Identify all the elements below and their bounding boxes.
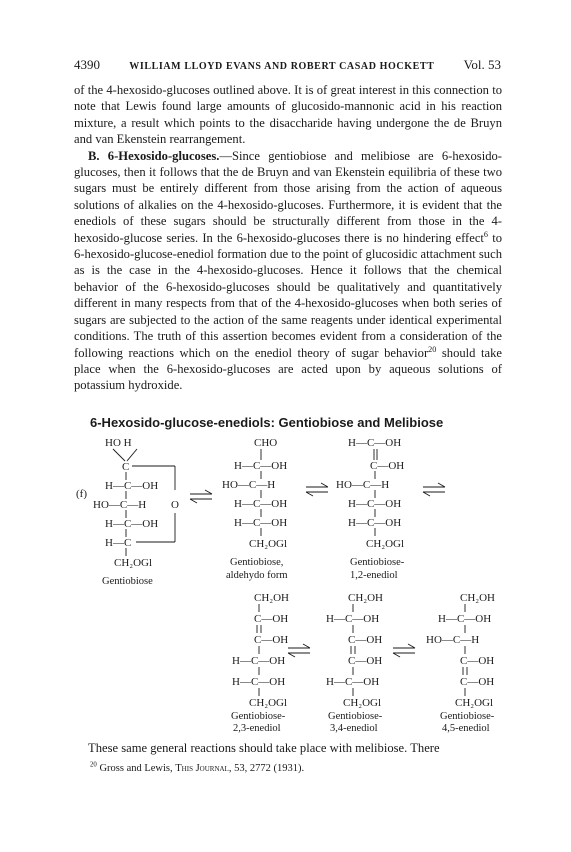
page-number: 4390 [74, 57, 100, 72]
gentiobiose-ring-structure [93, 437, 179, 587]
enediol-4-5-structure [426, 592, 495, 734]
footnote-number: 20 [90, 761, 97, 769]
reference-20: 20 [428, 344, 437, 354]
e12-row-6: CH₂OGl [366, 538, 405, 550]
aldehydo-form-structure [222, 437, 288, 581]
scheme-title: 6-Hexosido-glucose-enediols: Gentiobiose and Melibiose [90, 415, 444, 430]
footnote-journal: This Journal [175, 763, 229, 774]
equilibrium-arrow-1 [190, 490, 212, 503]
e12-row-2: C—OH [370, 460, 405, 472]
e12-row-5: H—C—OH [348, 517, 402, 529]
ald-row-1: CHO [254, 437, 278, 449]
ald-row-4: H—C—OH [234, 498, 288, 510]
enediol-1-2-structure [336, 437, 405, 581]
footnote-text: Gross and Lewis, [96, 763, 176, 774]
paragraph-1: of the 4-hexosido-glucoses outlined above. It is of great interest in this connection to note that Lewis found large amounts of glucosido-mannonic acid in his reaction mixture, a result which points to the disaccharide having undergone the de Bruyn and van Ekenstein rearrangement. [74, 83, 502, 147]
running-head-authors: WILLIAM LLOYD EVANS AND ROBERT CASAD HOCKETT [129, 61, 435, 72]
e23-caption-2: 2,3-enediol [233, 723, 281, 734]
enediol-3-4-structure [326, 592, 383, 734]
bond [113, 449, 125, 461]
e23-caption-1: Gentiobiose- [231, 711, 286, 722]
enediol-2-3-structure [231, 592, 289, 734]
e45-row-4: C—OH [460, 655, 495, 667]
paragraph-2-part-c: should take place when the 6-hexosido-glucoses are acted upon by aqueous solutions of potassium hydroxide. [74, 345, 502, 393]
e23-row-2: C—OH [254, 613, 289, 625]
ald-caption-1: Gentiobiose, [230, 557, 284, 568]
volume-label: Vol. 53 [463, 57, 501, 72]
e45-row-2: H—C—OH [438, 613, 492, 625]
footnote-citation: , 53, 2772 (1931). [228, 763, 305, 774]
ring-caption: Gentiobiose [102, 576, 153, 587]
paragraph-2-part-a: —Since gentiobiose and melibiose are 6-hexosido-glucoses, then it follows that the de Bruyn and van Ekenstein equilibria of these two sugars must be entirely different from those arising from the action of aqueous solutions of alkalies on the 4-hexosido-glucoses. Furthermore, it is evident that the enediols of these sugars should be structurally different from those in the 4-hexosido-glucose series. In the 6-hexosido-glucoses there is no hindering effect [74, 148, 502, 245]
equilibrium-arrow-5 [393, 644, 415, 657]
e12-row-3: HO—C—H [336, 479, 390, 491]
ald-row-2: H—C—OH [234, 460, 288, 472]
ring-top-label: HO H [105, 437, 132, 449]
e23-row-3: C—OH [254, 634, 289, 646]
e34-caption-1: Gentiobiose- [328, 711, 383, 722]
ald-caption-2: aldehydo form [226, 570, 288, 581]
e45-row-3: HO—C—H [426, 634, 480, 646]
ring-row-2: H—C—OH [105, 480, 159, 492]
ald-row-6: CH₂OGl [249, 538, 288, 550]
ring-row-4: H—C—OH [105, 518, 159, 530]
e34-row-5: H—C—OH [326, 676, 380, 688]
e45-row-1: CH₂OH [460, 592, 496, 604]
e23-row-5: H—C—OH [232, 676, 286, 688]
e34-row-3: C—OH [348, 634, 383, 646]
e23-row-6: CH₂OGl [249, 697, 288, 709]
ring-row-5: H—C [105, 537, 132, 549]
ring-row-6: CH₂OGl [114, 557, 153, 569]
ald-row-5: H—C—OH [234, 517, 288, 529]
ring-oxygen: O [171, 499, 179, 511]
equilibrium-arrow-2 [306, 483, 328, 496]
e12-caption-2: 1,2-enediol [350, 570, 398, 581]
e34-row-2: H—C—OH [326, 613, 380, 625]
e12-row-1: H—C—OH [348, 437, 402, 449]
e45-row-5: C—OH [460, 676, 495, 688]
e34-caption-2: 3,4-enediol [330, 723, 378, 734]
e34-row-6: CH₂OGl [343, 697, 382, 709]
equilibrium-arrow-3 [423, 483, 445, 496]
e12-caption-1: Gentiobiose- [350, 557, 405, 568]
section-heading: B. 6-Hexosido-glucoses. [88, 148, 220, 163]
ring-anomeric-carbon: C [122, 461, 130, 473]
footnote-20 [90, 763, 304, 774]
reference-6: 6 [483, 229, 489, 239]
e45-caption-1: Gentiobiose- [440, 711, 495, 722]
paragraph-2-part-b: to 6-hexosido-glucose-enediol formation due to the point of glucosidic attachment such as is the case in the 4-hexosido-glucoses. Hence it follows that the chemical behavior of the 6-hexosido-glucoses should be qualitatively and quantitatively different in many respects from that of the 4-hexosido-glucoses when both series of sugars are subjected to the action of the same reagents under identical experimental conditions. The truth of this assertion becomes evident from a consideration of the following reactions which on the enediol theory of sugar behavior [74, 230, 502, 360]
closing-paragraph: These same general reactions should take place with melibiose. There [88, 741, 440, 755]
e12-row-4: H—C—OH [348, 498, 402, 510]
e34-row-4: C—OH [348, 655, 383, 667]
reaction-label: (f) [76, 488, 87, 500]
e23-row-4: H—C—OH [232, 655, 286, 667]
e45-row-6: CH₂OGl [455, 697, 494, 709]
e34-row-1: CH₂OH [348, 592, 384, 604]
e45-caption-2: 4,5-enediol [442, 723, 490, 734]
e23-row-1: CH₂OH [254, 592, 290, 604]
bond [127, 449, 137, 461]
ald-row-3: HO—C—H [222, 479, 276, 491]
ring-row-3: HO—C—H [93, 499, 147, 511]
equilibrium-arrow-4 [288, 644, 310, 657]
